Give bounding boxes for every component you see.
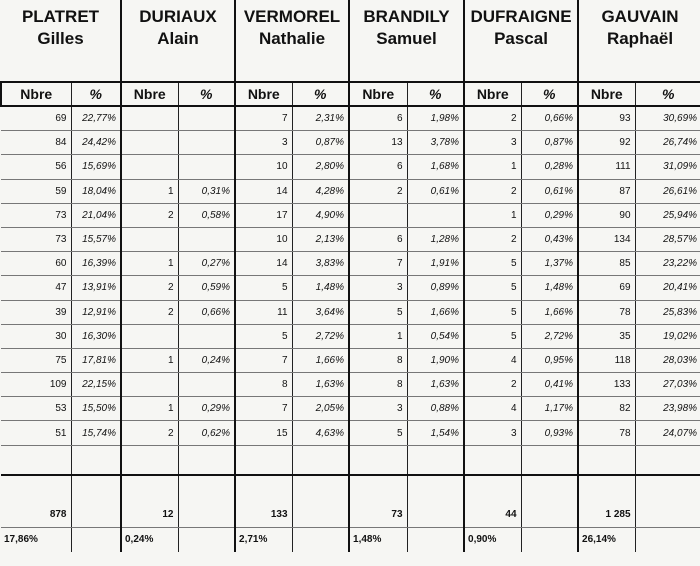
- vote-count-cell: 134: [578, 227, 635, 251]
- vote-percent-cell: 1,63%: [407, 373, 464, 397]
- vote-percent-cell: [178, 373, 235, 397]
- vote-percent-cell: 1,17%: [521, 397, 578, 421]
- vote-count-cell: 17: [235, 203, 292, 227]
- vote-count-cell: 11: [235, 300, 292, 324]
- vote-percent-cell: 0,87%: [292, 131, 349, 155]
- empty-cell: [521, 527, 578, 552]
- vote-percent-cell: 1,66%: [292, 348, 349, 372]
- empty-cell: [635, 475, 700, 502]
- empty-cell: [464, 445, 521, 475]
- vote-percent-cell: 0,27%: [178, 252, 235, 276]
- empty-cell: [121, 475, 178, 502]
- candidate-first-name: Alain: [157, 29, 199, 48]
- vote-percent-cell: 0,89%: [407, 276, 464, 300]
- candidate-header: [464, 0, 578, 82]
- vote-count-cell: 82: [578, 397, 635, 421]
- vote-percent-cell: 1,91%: [407, 252, 464, 276]
- vote-percent-cell: 2,05%: [292, 397, 349, 421]
- vote-count-cell: 92: [578, 131, 635, 155]
- total-count-cell: 1 285: [578, 502, 635, 528]
- vote-percent-cell: 0,31%: [178, 179, 235, 203]
- count-column-header: Nbre: [1, 82, 71, 106]
- table-row: [1, 131, 700, 155]
- percent-column-header: %: [292, 82, 349, 106]
- vote-count-cell: 5: [464, 324, 521, 348]
- results-body: [1, 0, 700, 552]
- empty-cell: [178, 445, 235, 475]
- vote-count-cell: 3: [349, 276, 407, 300]
- vote-count-cell: [121, 106, 178, 131]
- table-row: [1, 179, 700, 203]
- vote-count-cell: 2: [464, 227, 521, 251]
- empty-cell: [178, 502, 235, 528]
- vote-percent-cell: 4,90%: [292, 203, 349, 227]
- vote-count-cell: 109: [1, 373, 71, 397]
- vote-percent-cell: 1,37%: [521, 252, 578, 276]
- empty-cell: [578, 445, 635, 475]
- table-row: [1, 397, 700, 421]
- table-row: [1, 227, 700, 251]
- vote-percent-cell: 0,29%: [178, 397, 235, 421]
- vote-percent-cell: 0,93%: [521, 421, 578, 445]
- vote-percent-cell: 28,03%: [635, 348, 700, 372]
- vote-count-cell: 118: [578, 348, 635, 372]
- vote-percent-cell: 3,83%: [292, 252, 349, 276]
- empty-cell: [292, 445, 349, 475]
- vote-percent-cell: 1,66%: [407, 300, 464, 324]
- vote-percent-cell: 0,43%: [521, 227, 578, 251]
- vote-percent-cell: 26,74%: [635, 131, 700, 155]
- vote-count-cell: 6: [349, 227, 407, 251]
- candidate-last-name: DURIAUX: [139, 7, 217, 26]
- empty-cell: [292, 475, 349, 502]
- vote-count-cell: 90: [578, 203, 635, 227]
- vote-count-cell: 5: [349, 300, 407, 324]
- subheader-row: [1, 82, 700, 106]
- vote-count-cell: 7: [349, 252, 407, 276]
- candidate-header: [235, 0, 349, 82]
- vote-count-cell: 73: [1, 203, 71, 227]
- vote-percent-cell: 0,61%: [407, 179, 464, 203]
- vote-count-cell: [121, 155, 178, 179]
- vote-percent-cell: 1,48%: [521, 276, 578, 300]
- candidate-header: [578, 0, 700, 82]
- total-percent-cell: 2,71%: [235, 527, 292, 552]
- vote-count-cell: 2: [121, 300, 178, 324]
- vote-count-cell: 84: [1, 131, 71, 155]
- vote-count-cell: 78: [578, 300, 635, 324]
- vote-count-cell: 87: [578, 179, 635, 203]
- vote-count-cell: 39: [1, 300, 71, 324]
- vote-count-cell: 47: [1, 276, 71, 300]
- vote-count-cell: 30: [1, 324, 71, 348]
- empty-cell: [521, 475, 578, 502]
- vote-count-cell: 5: [235, 276, 292, 300]
- table-row: [1, 203, 700, 227]
- vote-count-cell: 4: [464, 397, 521, 421]
- count-column-header: Nbre: [464, 82, 521, 106]
- empty-cell: [292, 527, 349, 552]
- total-percent-cell: 0,24%: [121, 527, 178, 552]
- vote-percent-cell: 18,04%: [71, 179, 121, 203]
- empty-cell: [235, 445, 292, 475]
- vote-count-cell: 111: [578, 155, 635, 179]
- vote-count-cell: 3: [464, 421, 521, 445]
- vote-percent-cell: 1,63%: [292, 373, 349, 397]
- vote-count-cell: 4: [464, 348, 521, 372]
- vote-count-cell: 73: [1, 227, 71, 251]
- vote-percent-cell: 12,91%: [71, 300, 121, 324]
- vote-percent-cell: 1,90%: [407, 348, 464, 372]
- vote-count-cell: 53: [1, 397, 71, 421]
- candidate-first-name: Raphaël: [606, 29, 674, 48]
- vote-count-cell: 69: [578, 276, 635, 300]
- vote-percent-cell: 25,94%: [635, 203, 700, 227]
- vote-count-cell: 2: [464, 106, 521, 131]
- total-percent-cell: 17,86%: [4, 534, 38, 546]
- empty-cell: [235, 475, 292, 502]
- candidate-header: [121, 0, 235, 82]
- vote-count-cell: 10: [235, 227, 292, 251]
- vote-count-cell: 35: [578, 324, 635, 348]
- vote-count-cell: 8: [235, 373, 292, 397]
- vote-count-cell: 2: [464, 179, 521, 203]
- table-row: [1, 252, 700, 276]
- total-percent-cell: 1,48%: [349, 527, 407, 552]
- empty-cell: [349, 475, 407, 502]
- vote-percent-cell: 0,61%: [521, 179, 578, 203]
- vote-count-cell: 15: [235, 421, 292, 445]
- vote-percent-cell: 0,54%: [407, 324, 464, 348]
- vote-percent-cell: 2,13%: [292, 227, 349, 251]
- vote-percent-cell: 24,07%: [635, 421, 700, 445]
- vote-percent-cell: 0,62%: [178, 421, 235, 445]
- vote-count-cell: 1: [464, 155, 521, 179]
- candidate-header-row: [1, 0, 700, 82]
- vote-percent-cell: 16,39%: [71, 252, 121, 276]
- vote-percent-cell: 24,42%: [71, 131, 121, 155]
- candidate-first-name: Samuel: [376, 29, 437, 48]
- table-row: [1, 300, 700, 324]
- vote-percent-cell: 1,98%: [407, 106, 464, 131]
- total-count-cell: 133: [235, 502, 292, 528]
- vote-count-cell: 8: [349, 348, 407, 372]
- vote-percent-cell: 1,48%: [292, 276, 349, 300]
- total-count-cell: 73: [349, 502, 407, 528]
- table-row: [1, 276, 700, 300]
- vote-count-cell: 60: [1, 252, 71, 276]
- vote-percent-cell: 15,69%: [71, 155, 121, 179]
- total-percent-cell: 26,14%: [578, 527, 635, 552]
- empty-cell: [407, 502, 464, 528]
- spacer-row: [1, 445, 700, 475]
- vote-count-cell: 5: [235, 324, 292, 348]
- table-row: [1, 373, 700, 397]
- vote-count-cell: 2: [464, 373, 521, 397]
- vote-percent-cell: 28,57%: [635, 227, 700, 251]
- total-count-cell: 44: [464, 502, 521, 528]
- vote-percent-cell: [178, 155, 235, 179]
- vote-percent-cell: 31,09%: [635, 155, 700, 179]
- vote-percent-cell: 0,87%: [521, 131, 578, 155]
- candidate-first-name: Gilles: [37, 29, 84, 48]
- vote-percent-cell: 16,30%: [71, 324, 121, 348]
- vote-count-cell: 1: [464, 203, 521, 227]
- total-percent-cell: 0,90%: [464, 527, 521, 552]
- vote-percent-cell: 0,24%: [178, 348, 235, 372]
- vote-count-cell: [121, 131, 178, 155]
- count-column-header: Nbre: [121, 82, 178, 106]
- vote-count-cell: 1: [121, 179, 178, 203]
- empty-cell: [578, 475, 635, 502]
- vote-count-cell: 10: [235, 155, 292, 179]
- vote-count-cell: 13: [349, 131, 407, 155]
- vote-count-cell: 69: [1, 106, 71, 131]
- vote-count-cell: 59: [1, 179, 71, 203]
- vote-count-cell: 78: [578, 421, 635, 445]
- count-column-header: Nbre: [349, 82, 407, 106]
- vote-percent-cell: 0,95%: [521, 348, 578, 372]
- vote-percent-cell: 3,78%: [407, 131, 464, 155]
- vote-percent-cell: [178, 227, 235, 251]
- percent-column-header: %: [407, 82, 464, 106]
- vote-count-cell: 5: [464, 300, 521, 324]
- vote-percent-cell: 15,57%: [71, 227, 121, 251]
- vote-percent-cell: 30,69%: [635, 106, 700, 131]
- candidate-last-name: BRANDILY: [363, 7, 450, 26]
- totals-row: [1, 502, 700, 528]
- vote-count-cell: 14: [235, 179, 292, 203]
- vote-percent-cell: 15,50%: [71, 397, 121, 421]
- percent-column-header: %: [521, 82, 578, 106]
- vote-percent-cell: [178, 106, 235, 131]
- vote-count-cell: 93: [578, 106, 635, 131]
- vote-percent-cell: 2,31%: [292, 106, 349, 131]
- empty-cell: [71, 445, 121, 475]
- vote-count-cell: 6: [349, 106, 407, 131]
- percent-column-header: %: [178, 82, 235, 106]
- vote-percent-cell: 2,80%: [292, 155, 349, 179]
- vote-count-cell: 7: [235, 397, 292, 421]
- vote-percent-cell: 0,66%: [521, 106, 578, 131]
- vote-percent-cell: 20,41%: [635, 276, 700, 300]
- percent-column-header: %: [71, 82, 121, 106]
- vote-percent-cell: 23,22%: [635, 252, 700, 276]
- empty-cell: [464, 475, 521, 502]
- empty-cell: [349, 445, 407, 475]
- candidate-last-name: VERMOREL: [243, 7, 341, 26]
- empty-cell: [1, 475, 71, 502]
- vote-count-cell: 2: [349, 179, 407, 203]
- percent-column-header: %: [635, 82, 700, 106]
- vote-percent-cell: 1,54%: [407, 421, 464, 445]
- table-row: [1, 324, 700, 348]
- count-column-header: Nbre: [235, 82, 292, 106]
- vote-count-cell: 51: [1, 421, 71, 445]
- vote-count-cell: 5: [464, 276, 521, 300]
- vote-percent-cell: 3,64%: [292, 300, 349, 324]
- empty-cell: [178, 475, 235, 502]
- vote-percent-cell: 1,68%: [407, 155, 464, 179]
- empty-cell: [635, 445, 700, 475]
- candidate-header: [1, 0, 121, 82]
- vote-percent-cell: 4,28%: [292, 179, 349, 203]
- vote-count-cell: [121, 373, 178, 397]
- empty-cell: [407, 445, 464, 475]
- vote-percent-cell: 0,41%: [521, 373, 578, 397]
- empty-cell: [292, 502, 349, 528]
- vote-percent-cell: 0,58%: [178, 203, 235, 227]
- vote-percent-cell: 22,15%: [71, 373, 121, 397]
- candidate-last-name: GAUVAIN: [601, 7, 679, 26]
- vote-percent-cell: 23,98%: [635, 397, 700, 421]
- spacer-row: [1, 475, 700, 502]
- vote-percent-cell: 17,81%: [71, 348, 121, 372]
- vote-count-cell: 2: [121, 421, 178, 445]
- vote-count-cell: 1: [349, 324, 407, 348]
- vote-count-cell: 3: [349, 397, 407, 421]
- vote-percent-cell: 0,29%: [521, 203, 578, 227]
- empty-cell: [407, 475, 464, 502]
- vote-percent-cell: 13,91%: [71, 276, 121, 300]
- vote-percent-cell: [178, 324, 235, 348]
- vote-count-cell: [349, 203, 407, 227]
- count-column-header: Nbre: [578, 82, 635, 106]
- vote-percent-cell: 1,28%: [407, 227, 464, 251]
- vote-percent-cell: 26,61%: [635, 179, 700, 203]
- candidate-header: [349, 0, 464, 82]
- vote-count-cell: 85: [578, 252, 635, 276]
- empty-cell: [121, 445, 178, 475]
- candidate-first-name: Nathalie: [258, 29, 326, 48]
- vote-count-cell: 8: [349, 373, 407, 397]
- vote-percent-cell: 1,66%: [521, 300, 578, 324]
- vote-percent-cell: 21,04%: [71, 203, 121, 227]
- candidate-last-name: PLATRET: [21, 7, 100, 26]
- vote-count-cell: 1: [121, 252, 178, 276]
- vote-percent-cell: 0,28%: [521, 155, 578, 179]
- vote-count-cell: 5: [349, 421, 407, 445]
- vote-count-cell: 56: [1, 155, 71, 179]
- empty-cell: [71, 475, 121, 502]
- empty-cell: [635, 527, 700, 552]
- table-row: [1, 155, 700, 179]
- vote-percent-cell: 0,59%: [178, 276, 235, 300]
- vote-percent-cell: 25,83%: [635, 300, 700, 324]
- vote-percent-cell: 2,72%: [521, 324, 578, 348]
- empty-cell: [635, 502, 700, 528]
- vote-count-cell: [121, 324, 178, 348]
- vote-count-cell: 7: [235, 106, 292, 131]
- vote-percent-cell: 0,88%: [407, 397, 464, 421]
- empty-cell: [521, 502, 578, 528]
- vote-count-cell: [121, 227, 178, 251]
- empty-cell: [407, 527, 464, 552]
- vote-count-cell: 75: [1, 348, 71, 372]
- vote-count-cell: 14: [235, 252, 292, 276]
- table-row: [1, 348, 700, 372]
- empty-cell: [71, 502, 121, 528]
- vote-percent-cell: 15,74%: [71, 421, 121, 445]
- empty-cell: [178, 527, 235, 552]
- vote-count-cell: 3: [235, 131, 292, 155]
- vote-percent-cell: 19,02%: [635, 324, 700, 348]
- vote-count-cell: 7: [235, 348, 292, 372]
- vote-percent-cell: [178, 131, 235, 155]
- empty-cell: [1, 445, 71, 475]
- vote-percent-cell: 22,77%: [71, 106, 121, 131]
- vote-count-cell: 5: [464, 252, 521, 276]
- total-count-cell: 878: [1, 502, 71, 528]
- vote-count-cell: 3: [464, 131, 521, 155]
- vote-percent-cell: 27,03%: [635, 373, 700, 397]
- vote-percent-cell: 0,66%: [178, 300, 235, 324]
- vote-percent-cell: 4,63%: [292, 421, 349, 445]
- table-row: [1, 106, 700, 131]
- vote-count-cell: 1: [121, 397, 178, 421]
- candidate-first-name: Pascal: [494, 29, 548, 48]
- total-count-cell: 12: [121, 502, 178, 528]
- table-row: [1, 421, 700, 445]
- vote-count-cell: 6: [349, 155, 407, 179]
- vote-percent-cell: [407, 203, 464, 227]
- empty-cell: [521, 445, 578, 475]
- vote-percent-cell: 2,72%: [292, 324, 349, 348]
- total-percent-row: [1, 527, 700, 552]
- empty-cell: [71, 527, 121, 552]
- vote-count-cell: 133: [578, 373, 635, 397]
- candidate-last-name: DUFRAIGNE: [470, 7, 572, 26]
- vote-count-cell: 2: [121, 203, 178, 227]
- vote-count-cell: 2: [121, 276, 178, 300]
- vote-count-cell: 1: [121, 348, 178, 372]
